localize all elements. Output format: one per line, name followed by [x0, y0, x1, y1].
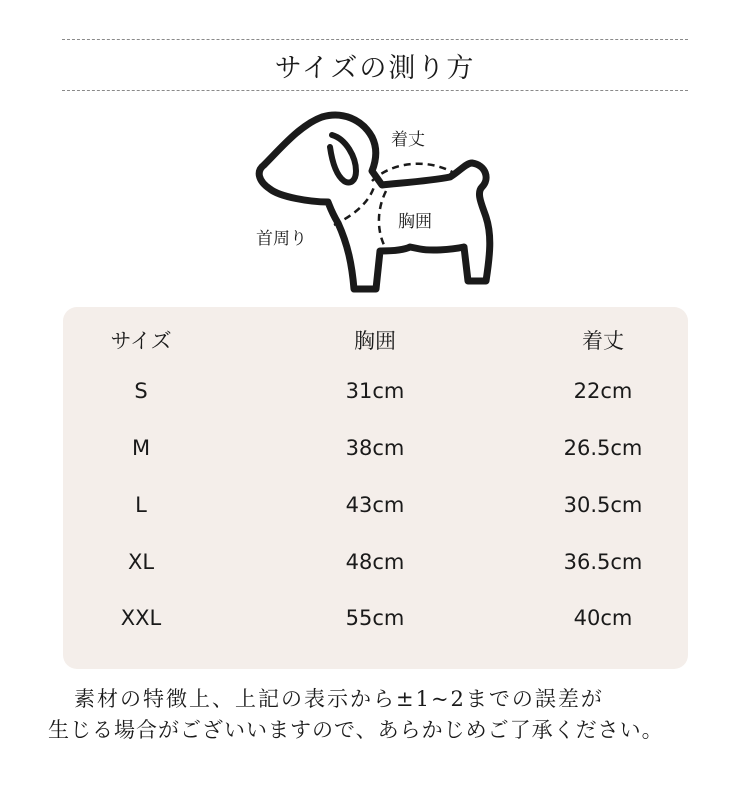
- header-length: 着丈: [582, 329, 624, 353]
- row-s-size: S: [134, 379, 148, 403]
- row-l-size: L: [135, 493, 147, 517]
- size-table: [63, 307, 688, 669]
- row-l-length: 30.5cm: [563, 493, 643, 517]
- page-title: サイズの測り方: [274, 53, 476, 84]
- neck-measure-line: [334, 187, 374, 225]
- dog-body-outline: [259, 115, 490, 289]
- label-chest: 胸囲: [398, 212, 432, 232]
- disclaimer-line-1: 素材の特徴上、上記の表示から±1~2までの誤差が: [74, 687, 604, 711]
- row-s-chest: 31cm: [345, 379, 405, 403]
- row-xl-chest: 48cm: [345, 550, 405, 574]
- row-xxl-size: XXL: [120, 606, 162, 630]
- chest-measure-line: [379, 191, 386, 245]
- dog-ear-outline: [330, 135, 356, 183]
- dog-outline-illustration: [250, 105, 500, 300]
- row-xl-length: 36.5cm: [563, 550, 643, 574]
- label-length: 着丈: [391, 130, 425, 150]
- row-xl-size: XL: [127, 550, 155, 574]
- header-size: サイズ: [110, 329, 172, 353]
- header-chest: 胸囲: [354, 329, 396, 353]
- label-neck: 首周り: [256, 229, 307, 249]
- top-divider-upper: [62, 39, 688, 40]
- disclaimer-line-2: 生じる場合がございいますので、あらかじめご了承ください。: [48, 718, 664, 742]
- row-xxl-chest: 55cm: [345, 606, 405, 630]
- row-l-chest: 43cm: [345, 493, 405, 517]
- row-m-length: 26.5cm: [563, 436, 643, 460]
- row-m-chest: 38cm: [345, 436, 405, 460]
- row-s-length: 22cm: [573, 379, 633, 403]
- row-m-size: M: [131, 436, 151, 460]
- row-xxl-length: 40cm: [573, 606, 633, 630]
- dog-measurement-diagram: [250, 105, 500, 300]
- top-divider-lower: [62, 90, 688, 91]
